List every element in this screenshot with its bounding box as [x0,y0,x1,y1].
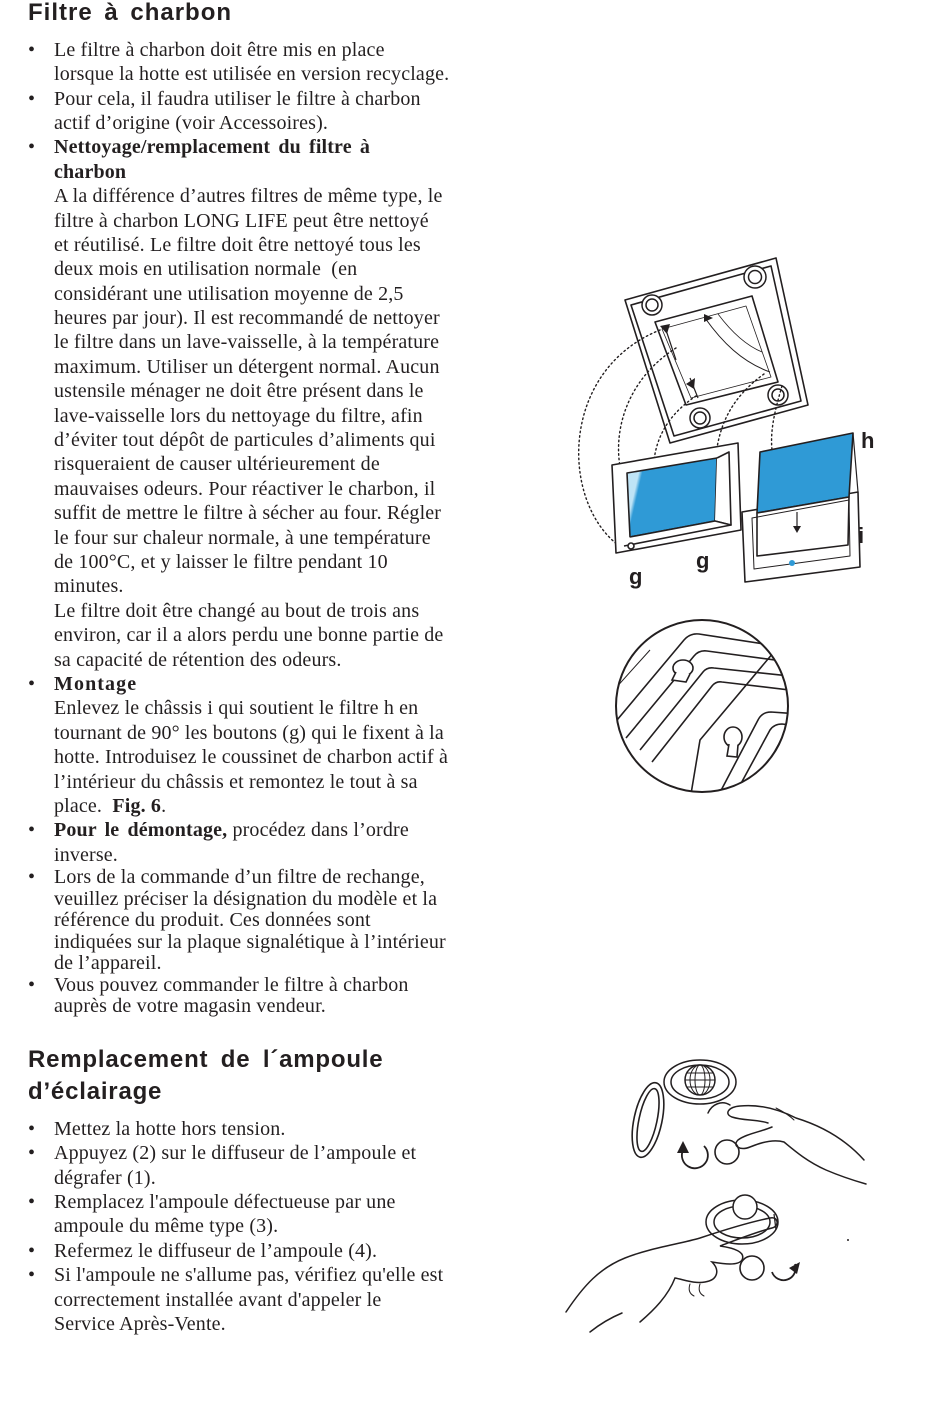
text-line: tournant de 90° les boutons (g) qui le fixent à la [54,721,444,744]
text-line: actif d’origine (voir Accessoires). [54,111,329,134]
rotate-arrow-upper [677,1141,708,1168]
frame-i [742,433,860,582]
text-line [54,794,468,818]
list-item [28,87,468,136]
text-line: Remplacez l'ampoule défectueuse par une [54,1190,396,1213]
text-line: Le filtre à charbon doit être mis en place [54,38,385,61]
text-line: Mettez la hotte hors tension. [54,1117,286,1140]
text-line: filtre à charbon LONG LIFE peut être nettoyé [54,209,429,232]
list-item [28,1141,468,1190]
text-line: inverse. [54,843,118,866]
charcoal-filter-figure [560,250,890,600]
figure-reference: Fig. 6 [112,794,162,817]
knob-g-detail-upper [672,660,693,682]
text-line: Vous pouvez commander le filtre à charbon [54,973,409,996]
text-segment: place. [54,794,113,817]
list-item [28,1263,468,1336]
rotate-arrow-lower [772,1262,800,1280]
bullet: • [28,866,36,889]
text-line: lorsque la hotte est utilisée en version recyclage. [54,63,450,86]
lamp-housing-closed [706,1195,778,1244]
frame-detail [612,634,800,800]
bullet: • [28,672,36,695]
bullet: • [28,1117,36,1140]
lamp-diffuser-ring [626,1080,669,1160]
step-marker-lower [740,1256,764,1280]
text-line: ustensile ménager ne doit être présent dans le [54,380,424,403]
text-line: hotte. Introduisez le coussinet de charbon actif à [54,746,449,769]
bullet: • [28,973,36,996]
detail-dot [847,1239,849,1241]
text-segment: procédez dans l’ordre [227,819,409,842]
text-line: le four sur chaleur normale, à une température [54,526,431,549]
lamp-replacement-list [28,1117,468,1337]
item-heading: Montage [54,672,138,695]
list-item [28,975,468,1018]
text-line: lave-vaisselle lors du nettoyage du filtre, afin [54,404,423,427]
bullet: • [28,1142,36,1165]
bullet: • [28,87,36,110]
list-item [28,1117,468,1141]
text-line: le filtre dans un lave-vaisselle, à la température [54,331,440,354]
text-line: dégrafer (1). [54,1166,156,1189]
bullet: • [28,1190,36,1213]
text-line: Lors de la commande d’un filtre de rechange, [54,866,425,889]
bullet: • [28,819,36,842]
item-heading: Nettoyage/remplacement du filtre à [54,136,371,159]
list-item [28,867,468,975]
text-line: de l’appareil. [54,952,162,975]
text-line: Service Après-Vente. [54,1312,226,1335]
label-h: h [861,428,875,453]
charcoal-filter-list [28,38,468,1018]
list-item [28,1190,468,1239]
bullet: • [28,136,36,159]
list-item-dismounting [28,818,468,867]
title-line: d’éclairage [28,1078,163,1105]
item-heading: charbon [54,160,127,183]
filter-h-in-frame [612,443,741,553]
text-line: maximum. Utiliser un détergent normal. Aucun [54,355,440,378]
text-line: minutes. [54,575,124,598]
text-line: de 100°C, et y laisser le filtre pendant 10 [54,551,388,573]
text-line: Enlevez le châssis i qui soutient le filtre h en [54,697,419,720]
bullet: • [28,38,36,61]
text-line [54,818,468,842]
lamp-replacement-figure [560,1050,870,1350]
title-line: Remplacement de l´ampoule [28,1046,384,1073]
list-item-mounting [28,672,468,818]
text-line: suffit de mettre le filtre à sécher au four. Régler [54,502,442,525]
item-lead: Pour le démontage, [54,819,228,842]
list-item-cleaning [28,135,468,672]
text-line: indiquées sur la plaque signalétique à l’intérieur [54,930,446,953]
text-line: heures par jour). Il est recommandé de nettoyer [54,307,440,330]
text-line: veuillez préciser la désignation du modèle et la [54,887,438,910]
text-line: environ, car il a alors perdu une bonne partie de [54,624,444,647]
compact-list-group [28,867,468,1018]
text-line: sa capacité de rétention des odeurs. [54,648,342,671]
text-line: Si l'ampoule ne s'allume pas, vérifiez qu'elle est [54,1264,444,1287]
knob-g-detail-lower [724,727,742,757]
list-item [28,38,468,87]
label-i: i [858,523,865,548]
text-line: mauvaises odeurs. Pour réactiver le charbon, il [54,477,436,500]
text-line: Le filtre doit être changé au bout de trois ans [54,599,420,622]
text-line: Refermez le diffuseur de l’ampoule (4). [54,1239,378,1262]
text-line: A la différence d’autres filtres de même type, le [54,185,443,208]
text-segment: . [161,794,167,817]
paragraph [54,599,468,672]
paragraph [54,184,468,599]
label-g-right: g [696,548,710,573]
magnifier-outline [616,620,788,792]
text-line: risqueraient de causer ultérieurement de [54,453,380,476]
text-line: et réutilisé. Le filtre doit être nettoyé tous les [54,233,421,256]
text-line: considérant une utilisation moyenne de 2,5 [54,282,404,305]
section-title-charcoal-filter: Filtre à charbon [28,0,233,26]
knob-detail-figure [610,612,800,802]
text-line: d’éviter tout dépôt de particules d’aliments qui [54,429,436,452]
text-line: Appuyez (2) sur le diffuseur de l’ampoule et [54,1142,417,1165]
text-line: ampoule du même type (3). [54,1215,279,1238]
text-line: correctement installée avant d'appeler le [54,1288,382,1311]
lamp-housing-open [664,1060,736,1104]
text-line: Pour cela, il faudra utiliser le filtre à charbon [54,87,421,110]
bullet: • [28,1239,36,1262]
text-line: l’intérieur du châssis et remontez le tout à sa [54,770,418,793]
text-line: auprès de votre magasin vendeur. [54,995,326,1018]
hood-panel [625,258,808,443]
label-g-left: g [629,564,643,589]
list-item [28,1239,468,1263]
text-line: deux mois en utilisation normale (en [54,258,358,281]
section-title-lamp-replacement [28,1044,383,1108]
bullet: • [28,1264,36,1287]
text-line: référence du produit. Ces données sont [54,909,371,932]
